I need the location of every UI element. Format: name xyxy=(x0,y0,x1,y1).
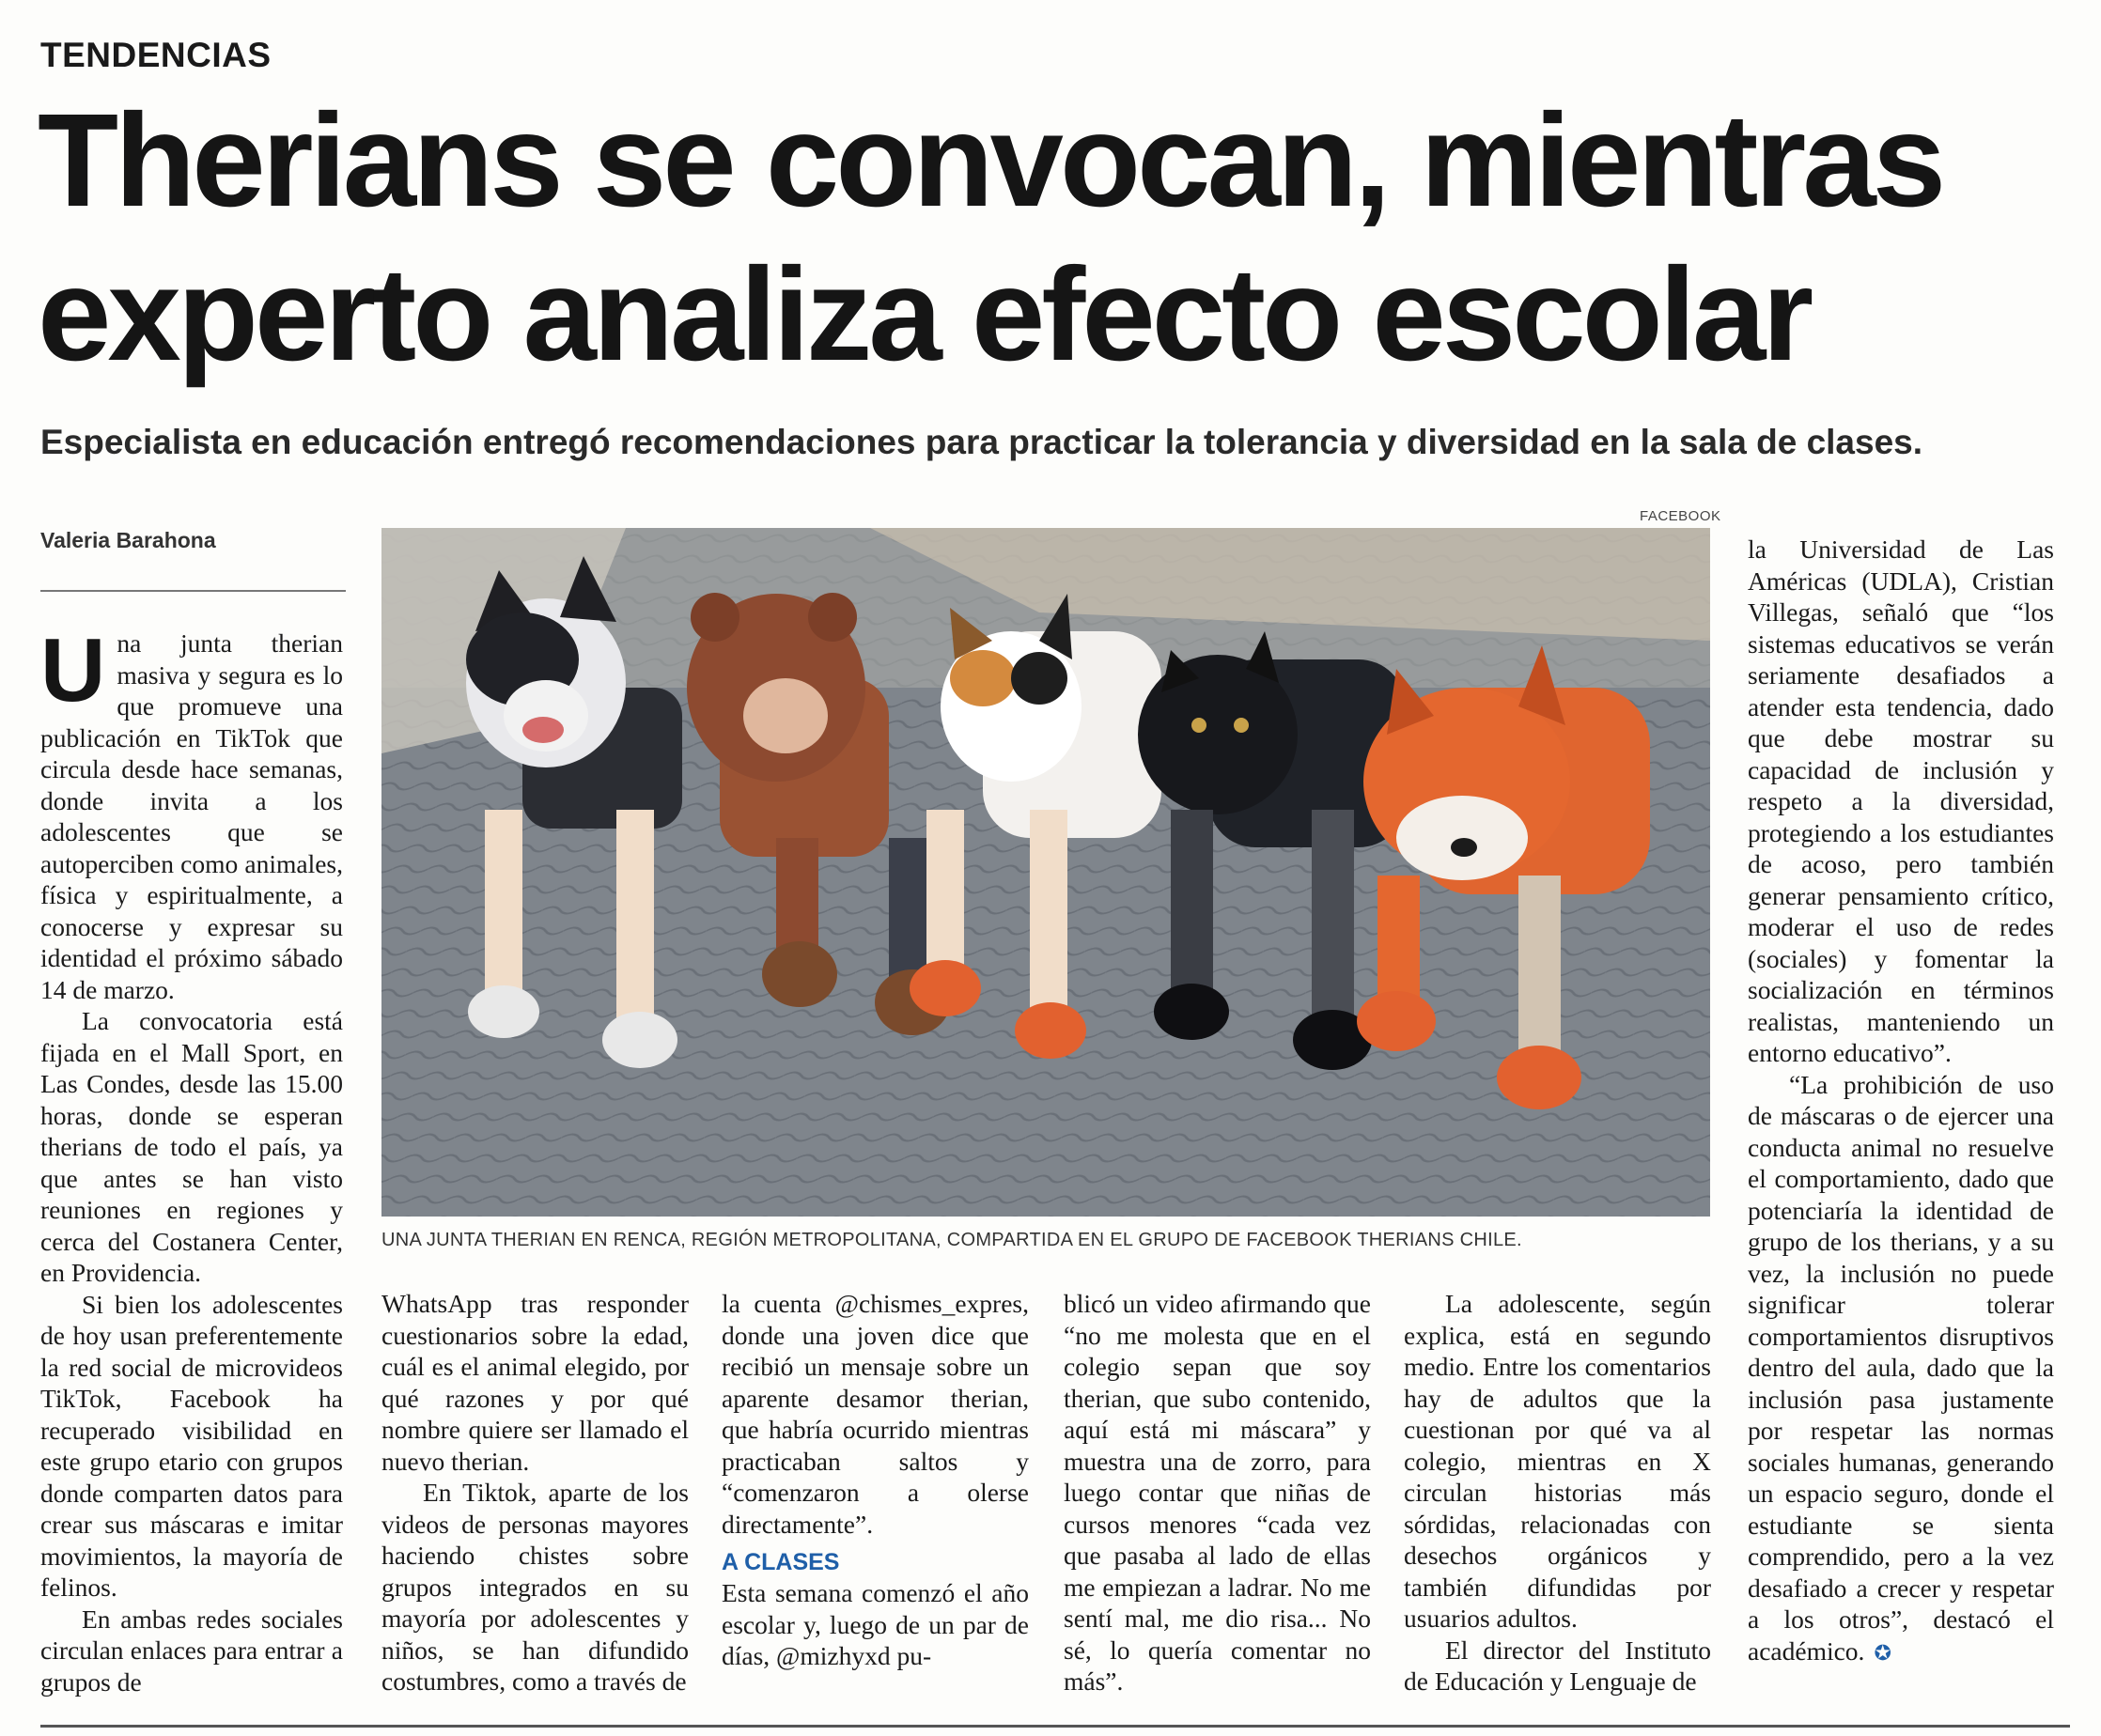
paragraph-12: la Universidad de Las Américas (UDLA), Cristian Villegas, señaló que “los sistemas educativos se verán seriamente desafiados a atender esta tendencia, dado que debe mostrar su capacidad de inclusión y respeto a la diversidad, protegiendo a los estudiantes de acoso, pero también generar pensamiento crítico, moderar el uso de redes (sociales) y fomentar la socialización en términos realistas, manteniendo un entorno educativo”. xyxy=(1748,535,2054,1067)
page-bottom-rule xyxy=(40,1725,2070,1728)
end-of-article-icon: ✪ xyxy=(1874,1640,1891,1665)
paragraph-1: Una junta therian masiva y segura es lo que promueve una publicación en TikTok que circula desde hace semanas, donde invita a los adolescentes que se autoperciben como animales, física y espiritualmente, a conocerse y expresar su identidad el próximo sábado 14 de marzo. xyxy=(40,620,343,1004)
article-column-4 xyxy=(1064,1288,1371,1697)
paragraph-4: En ambas redes sociales circulan enlaces para entrar a grupos de xyxy=(40,1604,343,1697)
paragraph-5: WhatsApp tras responder cuestionarios sobre la edad, cuál es el animal elegido, por qué razones y por qué nombre quiere ser llamado el nuevo therian. xyxy=(381,1289,689,1476)
byline-divider xyxy=(40,590,346,592)
paragraph-2: La convocatoria está fijada en el Mall Sport, en Las Condes, desde las 15.00 horas, donde se esperan therians de todo el país, ya que antes se han visto reuniones en regiones y cerca del Costanera Center, en Providencia. xyxy=(40,1006,343,1287)
photo-caption: UNA JUNTA THERIAN EN RENCA, REGIÓN METROPOLITANA, COMPARTIDA EN EL GRUPO DE FACEBOOK THERIANS CHILE. xyxy=(381,1230,1522,1250)
article-column-6 xyxy=(1748,534,2054,1668)
article-column-1 xyxy=(40,620,343,1697)
therians-photo-illustration xyxy=(381,528,1710,1217)
paragraph-13: “La prohibición de uso de máscaras o de ejercer una conducta animal no resuelve el comportamiento, dado que potenciaría la identidad de grupo de los therians, y a su vez, la inclusión no puede significar tolerar comportamientos disruptivos dentro del aula, dado que la inclusión pasa justamente por respetar las normas sociales humanas, generando un espacio seguro, donde el estudiante se sienta comprendido, pero a la vez desafiado a crecer y respetar a los otros”, destacó el académico. ✪ xyxy=(1748,1069,2054,1666)
article-column-5 xyxy=(1404,1288,1711,1697)
paragraph-3: Si bien los adolescentes de hoy usan preferentemente la red social de microvideos TikTok, Facebook ha recuperado visibilidad en este grupo etario con grupos donde comparten datos para crear sus máscaras e imitar movimientos, la mayoría de felinos. xyxy=(40,1289,343,1602)
subheadline: Especialista en educación entregó recomendaciones para practicar la tolerancia y diversidad en la sala de clases. xyxy=(40,423,1923,461)
subsection-title: A CLASES xyxy=(722,1549,840,1575)
paragraph-6: En Tiktok, aparte de los videos de personas mayores haciendo chistes sobre grupos integrados en su mayoría por adolescentes y niños, se han difundido costumbres, como a través de xyxy=(381,1478,689,1696)
section-label: TENDENCIAS xyxy=(40,36,272,74)
article-photo xyxy=(381,528,1710,1217)
headline-line-2: experto analiza efecto escolar xyxy=(38,240,1811,388)
paragraph-10: La adolescente, según explica, está en segundo medio. Entre los comentarios hay de adultos que la cuestionan por qué va al colegio, mientras en X circulan historias más sórdidas, relacionadas con desechos orgánicos y también difundidas por usuarios adultos. xyxy=(1404,1289,1711,1633)
drop-cap: U xyxy=(40,620,106,721)
headline-line-1: Therians se convocan, mientras xyxy=(38,85,1943,234)
article-column-3 xyxy=(722,1288,1029,1672)
paragraph-8: Esta semana comenzó el año escolar y, luego de un par de días, @mizhyxd pu- xyxy=(722,1578,1029,1670)
article-column-2 xyxy=(381,1288,689,1697)
paragraph-7: la cuenta @chismes_expres, donde una joven dice que recibió un mensaje sobre un aparente desamor therian, que habría ocurrido mientras practicaban saltos y “comenzaron a olerse directamente”. xyxy=(722,1289,1029,1539)
photo-credit: FACEBOOK xyxy=(1640,508,1721,524)
paragraph-9: blicó un video afirmando que “no me molesta que en el colegio sepan que soy therian, que subo contenido, aquí está mi máscara” y muestra una de zorro, para luego contar que niñas de cursos menores “cada vez que pasaba al lado de ellas me empiezan a ladrar. No me sentí mal, me dio risa... No sé, lo quería comentar no más”. xyxy=(1064,1289,1371,1696)
byline: Valeria Barahona xyxy=(40,528,216,552)
headline xyxy=(38,83,2077,391)
paragraph-11: El director del Instituto de Educación y Lenguaje de xyxy=(1404,1635,1711,1696)
